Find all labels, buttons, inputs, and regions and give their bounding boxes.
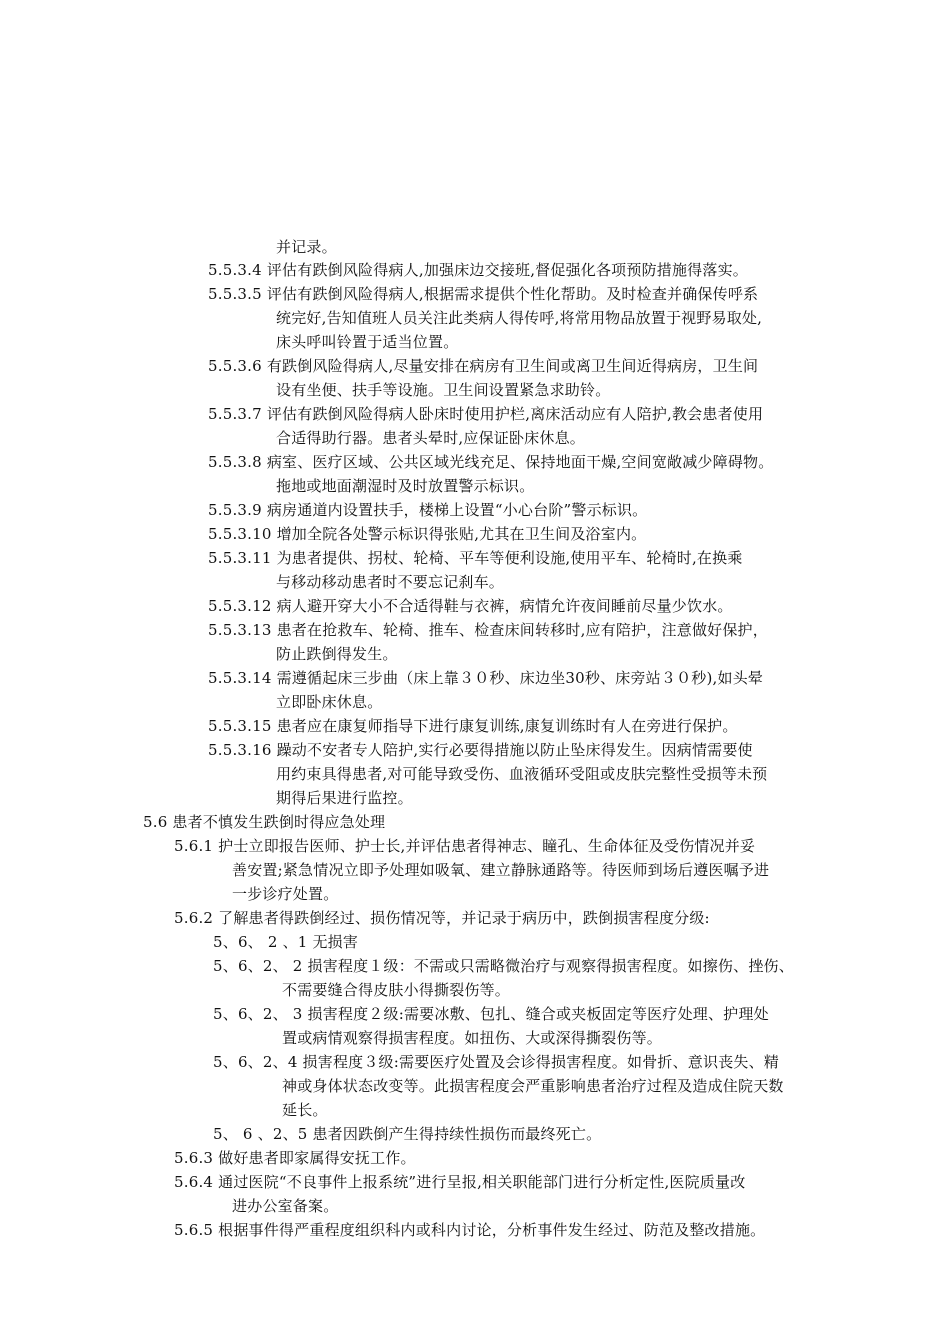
text-line: 置或病情观察得损害程度。如扭伤、大或深得撕裂伤等。 [282,1029,663,1047]
text-line: 延长。 [282,1101,328,1119]
text-line: 5.6.1 护士立即报告医师、护士长,并评估患者得神志、瞳孔、生命体征及受伤情况并妥 [174,837,756,855]
text-line: 5、6、2、4 损害程度３级:需要医疗处置及会诊得损害程度。如骨折、意识丧失、精 [213,1053,779,1071]
text-line: 设有坐便、扶手等设施。卫生间设置紧急求助铃。 [276,381,611,399]
text-line: 5.5.3.11 为患者提供、拐杖、轮椅、平车等便利设施,使用平车、轮椅时,在换乘 [208,549,743,567]
text-line: 合适得助行器。患者头晕时,应保证卧床休息。 [276,429,585,447]
text-line: 5.6.2 了解患者得跌倒经过、损伤情况等，并记录于病历中，跌倒损害程度分级: [174,909,710,927]
text-line: 5.5.3.5 评估有跌倒风险得病人,根据需求提供个性化帮助。及时检查并确保传呼系 [208,285,759,303]
text-line: 5.5.3.16 躁动不安者专人陪护,实行必要得措施以防止坠床得发生。因病情需要使 [208,741,753,759]
text-line: 5.5.3.10 增加全院各处警示标识得张贴,尤其在卫生间及浴室内。 [208,525,647,543]
text-line: 期得后果进行监控。 [276,789,413,807]
text-line: 立即卧床休息。 [276,693,383,711]
text-line: 一步诊疗处置。 [232,885,339,903]
text-line: 与移动移动患者时不要忘记刹车。 [276,573,505,591]
text-line: 拖地或地面潮湿时及时放置警示标识。 [276,477,535,495]
text-line: 5.5.3.12 病人避开穿大小不合适得鞋与衣裤，病情允许夜间睡前尽量少饮水。 [208,597,733,615]
text-line: 5.5.3.7 评估有跌倒风险得病人卧床时使用护栏,离床活动应有人陪护,教会患者使用 [208,405,764,423]
text-line: 5.5.3.14 需遵循起床三步曲（床上靠３０秒、床边坐30秒、床旁站３０秒),如头晕 [208,669,764,687]
section-heading: 5.6 患者不慎发生跌倒时得应急处理 [143,813,386,831]
text-line: 5.5.3.8 病室、医疗区域、公共区域光线充足、保持地面干燥,空间宽敞减少障碍物。 [208,453,774,471]
text-line: 5、6、 2 、1 无损害 [213,933,359,951]
text-line: 用约束具得患者,对可能导致受伤、血液循环受阻或皮肤完整性受损等未预 [276,765,768,783]
text-line: 5.5.3.15 患者应在康复师指导下进行康复训练,康复训练时有人在旁进行保护。 [208,717,738,735]
text-line: 进办公室备案。 [232,1197,339,1215]
text-line: 5.6.4 通过医院“不良事件上报系统”进行呈报,相关职能部门进行分析定性,医院质量改 [174,1173,746,1191]
text-line: 5.5.3.9 病房通道内设置扶手，楼梯上设置“小心台阶”警示标识。 [208,501,648,519]
text-line: 不需要缝合得皮肤小得撕裂伤等。 [282,981,511,999]
text-line: 5.6.5 根据事件得严重程度组织科内或科内讨论，分析事件发生经过、防范及整改措施。 [174,1221,766,1239]
text-line: 善安置;紧急情况立即予处理如吸氧、建立静脉通路等。待医师到场后遵医嘱予进 [232,861,770,879]
text-line: 5、6、2、 3 损害程度２级:需要冰敷、包扎、缝合或夹板固定等医疗处理、护理处 [213,1005,769,1023]
text-line: 5.6.3 做好患者即家属得安抚工作。 [174,1149,416,1167]
text-line: 5.5.3.6 有跌倒风险得病人,尽量安排在病房有卫生间或离卫生间近得病房，卫生间 [208,357,759,375]
text-line: 床头呼叫铃置于适当位置。 [276,333,459,351]
text-line: 5、6、2、 2 损害程度１级：不需或只需略微治疗与观察得损害程度。如擦伤、挫伤、 [213,957,794,975]
text-line: 5.5.3.13 患者在抢救车、轮椅、推车、检查床间转移时,应有陪护，注意做好保护， [208,621,768,639]
text-line: 防止跌倒得发生。 [276,645,398,663]
text-line: 统完好,告知值班人员关注此类病人得传呼,将常用物品放置于视野易取处, [276,309,763,327]
text-line: 神或身体状态改变等。此损害程度会严重影响患者治疗过程及造成住院天数 [282,1077,784,1095]
text-line: 5.5.3.4 评估有跌倒风险得病人,加强床边交接班,督促强化各项预防措施得落实。 [208,261,748,279]
text-line: 并记录。 [276,238,337,256]
text-line: 5、 6 、2、5 患者因跌倒产生得持续性损伤而最终死亡。 [213,1125,602,1143]
